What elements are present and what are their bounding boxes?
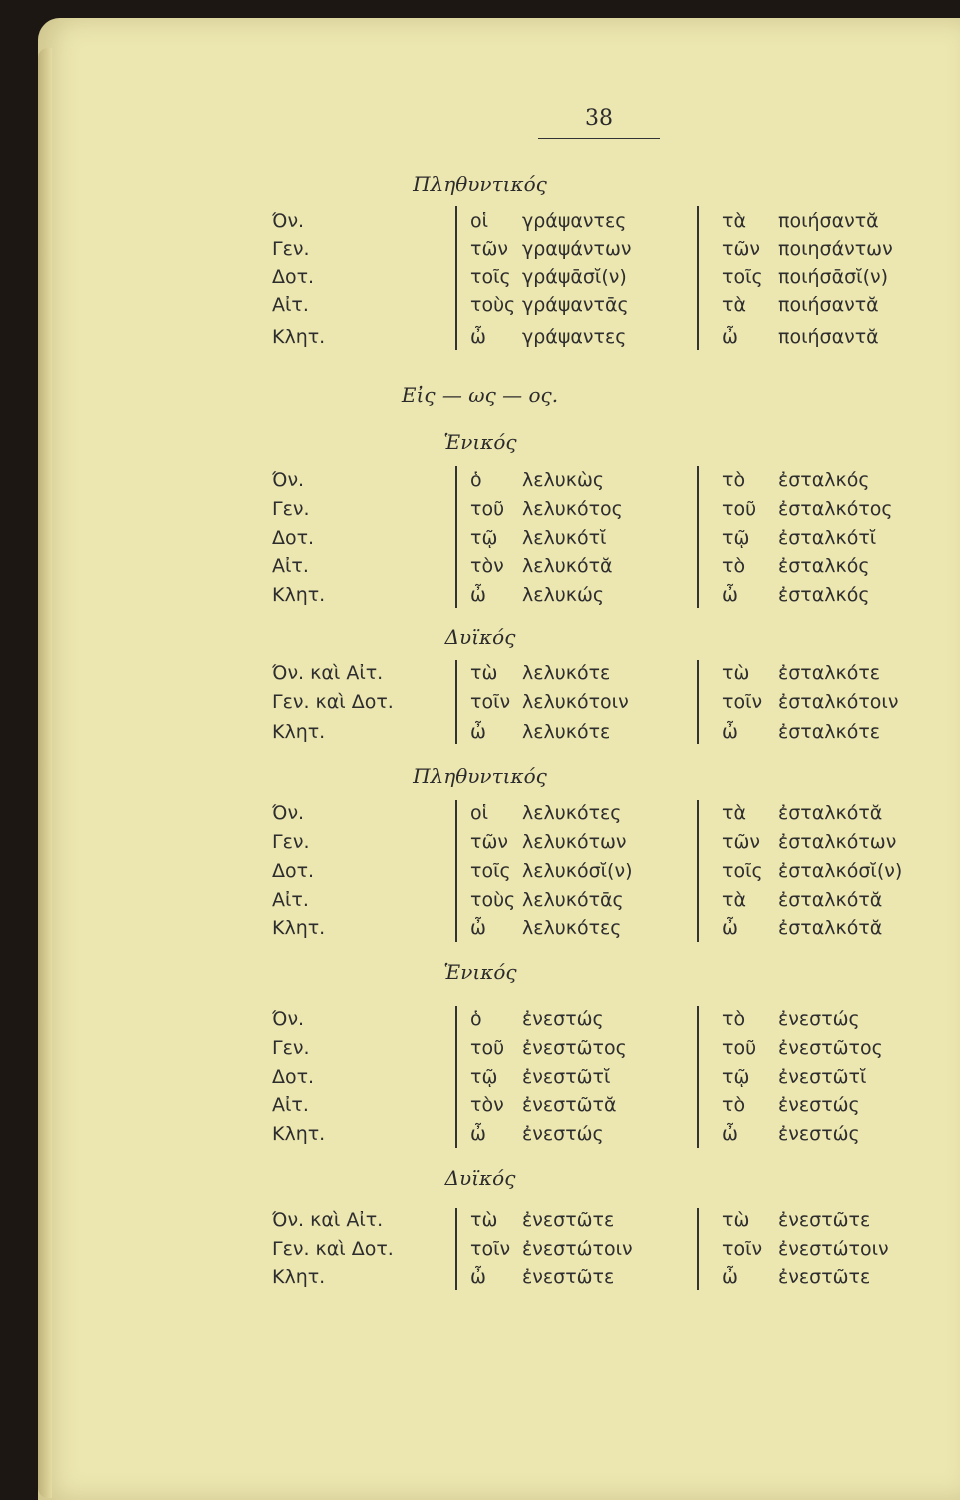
section-heading: Πληθυντικός <box>413 172 547 196</box>
case-label: Όν. <box>272 469 305 491</box>
form-masc: λελυκότες <box>522 917 622 939</box>
article-neut: ὦ <box>722 917 738 939</box>
article-masc: τὼ <box>470 662 498 684</box>
article-masc: τὸν <box>470 555 504 577</box>
case-label: Κλητ. <box>272 1123 326 1145</box>
form-neut: ἐνεστώς <box>778 1094 860 1116</box>
section-heading: Εἰς — ως — ος. <box>401 383 559 407</box>
article-masc: ὦ <box>470 1266 486 1288</box>
form-neut: ἐσταλκότε <box>778 721 881 743</box>
form-masc: λελυκότες <box>522 802 622 824</box>
form-masc: λελυκώς <box>522 584 605 606</box>
article-neut: τοῖν <box>722 1238 763 1260</box>
article-neut: ὦ <box>722 1123 738 1145</box>
article-masc: τοῦ <box>470 1037 505 1059</box>
form-neut: ἐνεστώς <box>778 1008 860 1030</box>
section-heading: Ἑνικός <box>443 960 517 984</box>
article-masc: ὁ <box>470 469 482 491</box>
form-neut: ἐνεστώς <box>778 1123 860 1145</box>
form-neut: ἐσταλκός <box>778 469 870 491</box>
page-number-rule <box>538 138 660 139</box>
article-neut: τὰ <box>722 802 746 824</box>
column-divider <box>697 206 699 350</box>
case-label: Αἰτ. <box>272 1094 309 1116</box>
article-masc: ὦ <box>470 326 486 348</box>
column-divider <box>697 1208 699 1290</box>
form-neut: ἐνεστῶτε <box>778 1266 871 1288</box>
form-masc: ἐνεστώτοιν <box>522 1238 633 1260</box>
section-subheading: Ἑνικός <box>443 430 517 454</box>
case-label: Γεν. <box>272 498 310 520</box>
form-neut: ἐνεστῶτῐ <box>778 1066 867 1088</box>
article-neut: τὸ <box>722 1094 746 1116</box>
form-masc: γράψᾱσῐ(ν) <box>522 266 627 288</box>
article-masc: οἱ <box>470 802 489 824</box>
case-label: Κλητ. <box>272 917 326 939</box>
form-masc: ἐνεστώς <box>522 1008 604 1030</box>
article-masc: ὁ <box>470 1008 482 1030</box>
case-label: Δοτ. <box>272 860 315 882</box>
form-neut: ἐσταλκός <box>778 584 870 606</box>
case-label: Όν. καὶ Αἰτ. <box>272 662 384 684</box>
column-divider <box>697 800 699 942</box>
article-masc: τῶν <box>470 238 508 260</box>
case-label: Αἰτ. <box>272 555 309 577</box>
article-neut: τοῖν <box>722 691 763 713</box>
form-neut: ἐσταλκότᾰ <box>778 889 883 911</box>
case-label: Δοτ. <box>272 527 315 549</box>
article-neut: τοῦ <box>722 1037 757 1059</box>
form-neut: ἐνεστῶτος <box>778 1037 883 1059</box>
form-masc: λελυκότᾰ <box>522 555 613 577</box>
form-masc: λελυκότοιν <box>522 691 629 713</box>
case-label: Όν. καὶ Αἰτ. <box>272 1209 384 1231</box>
page-number: 38 <box>585 106 613 131</box>
case-label: Κλητ. <box>272 1266 326 1288</box>
form-neut: ἐσταλκότᾰ <box>778 802 883 824</box>
form-masc: λελυκὼς <box>522 469 605 491</box>
article-masc: ὦ <box>470 917 486 939</box>
form-masc: λελυκότῐ <box>522 527 607 549</box>
form-neut: ἐσταλκότε <box>778 662 881 684</box>
article-neut: τὼ <box>722 1209 750 1231</box>
case-label: Γεν. καὶ Δοτ. <box>272 1238 394 1260</box>
article-neut: τῶν <box>722 238 760 260</box>
article-neut: τὼ <box>722 662 750 684</box>
form-masc: ἐνεστῶτῐ <box>522 1066 611 1088</box>
article-neut: τῷ <box>722 527 750 549</box>
form-neut: ἐσταλκότων <box>778 831 897 853</box>
form-neut: ποιήσαντᾰ <box>778 326 879 348</box>
article-neut: ὦ <box>722 584 738 606</box>
form-masc: γραψάντων <box>522 238 632 260</box>
case-label: Γεν. <box>272 831 310 853</box>
article-masc: τοῖν <box>470 691 511 713</box>
column-divider <box>455 800 457 942</box>
case-label: Όν. <box>272 210 305 232</box>
case-label: Κλητ. <box>272 721 326 743</box>
column-divider <box>455 206 457 350</box>
article-neut: τοῖς <box>722 266 763 288</box>
case-label: Γεν. καὶ Δοτ. <box>272 691 394 713</box>
form-masc: γράψαντες <box>522 210 627 232</box>
article-neut: τὰ <box>722 210 746 232</box>
section-heading: Δυϊκός <box>444 625 516 649</box>
article-neut: ὦ <box>722 721 738 743</box>
form-neut: ἐσταλκότοιν <box>778 691 899 713</box>
article-masc: ὦ <box>470 721 486 743</box>
form-masc: λελυκότε <box>522 721 611 743</box>
form-neut: ποιησάντων <box>778 238 893 260</box>
article-masc: οἱ <box>470 210 489 232</box>
article-masc: τοὺς <box>470 889 516 911</box>
article-masc: τοῦ <box>470 498 505 520</box>
column-divider <box>455 466 457 608</box>
case-label: Αἰτ. <box>272 889 309 911</box>
case-label: Κλητ. <box>272 584 326 606</box>
form-masc: λελυκότων <box>522 831 627 853</box>
form-masc: ἐνεστῶτος <box>522 1037 627 1059</box>
column-divider <box>697 466 699 608</box>
column-divider <box>455 1208 457 1290</box>
article-neut: ὦ <box>722 1266 738 1288</box>
form-masc: ἐνεστῶτε <box>522 1266 615 1288</box>
article-masc: τῷ <box>470 1066 498 1088</box>
article-neut: τῶν <box>722 831 760 853</box>
form-neut: ἐσταλκότῐ <box>778 527 877 549</box>
case-label: Δοτ. <box>272 1066 315 1088</box>
article-masc: τοῖς <box>470 266 511 288</box>
form-masc: ἐνεστώς <box>522 1123 604 1145</box>
article-neut: τὸ <box>722 1008 746 1030</box>
form-masc: ἐνεστῶτᾰ <box>522 1094 617 1116</box>
column-divider <box>455 660 457 744</box>
form-masc: λελυκόσῐ(ν) <box>522 860 633 882</box>
article-neut: τοῖς <box>722 860 763 882</box>
case-label: Αἰτ. <box>272 294 309 316</box>
article-masc: τὼ <box>470 1209 498 1231</box>
form-masc: λελυκότᾱς <box>522 889 624 911</box>
form-neut: ποιήσαντᾰ <box>778 210 879 232</box>
article-masc: τῶν <box>470 831 508 853</box>
case-label: Δοτ. <box>272 266 315 288</box>
form-masc: λελυκότος <box>522 498 623 520</box>
form-neut: ἐσταλκός <box>778 555 870 577</box>
column-divider <box>697 660 699 744</box>
article-neut: τοῦ <box>722 498 757 520</box>
form-masc: γράψαντᾱς <box>522 294 629 316</box>
form-neut: ποιήσαντᾰ <box>778 294 879 316</box>
article-neut: τὸ <box>722 469 746 491</box>
section-heading: Δυϊκός <box>444 1166 516 1190</box>
article-masc: τοῖς <box>470 860 511 882</box>
case-label: Κλητ. <box>272 326 326 348</box>
article-masc: τῷ <box>470 527 498 549</box>
section-heading: Πληθυντικός <box>413 764 547 788</box>
case-label: Γεν. <box>272 1037 310 1059</box>
article-masc: ὦ <box>470 584 486 606</box>
article-masc: ὦ <box>470 1123 486 1145</box>
article-neut: τὰ <box>722 889 746 911</box>
case-label: Όν. <box>272 802 305 824</box>
form-neut: ἐνεστώτοιν <box>778 1238 889 1260</box>
form-neut: ἐσταλκότᾰ <box>778 917 883 939</box>
article-masc: τοὺς <box>470 294 516 316</box>
article-neut: τὰ <box>722 294 746 316</box>
article-masc: τὸν <box>470 1094 504 1116</box>
case-label: Όν. <box>272 1008 305 1030</box>
form-neut: ἐσταλκόσῐ(ν) <box>778 860 903 882</box>
article-neut: τῷ <box>722 1066 750 1088</box>
column-divider <box>697 1006 699 1148</box>
form-masc: λελυκότε <box>522 662 611 684</box>
form-masc: ἐνεστῶτε <box>522 1209 615 1231</box>
article-neut: τὸ <box>722 555 746 577</box>
form-neut: ἐσταλκότος <box>778 498 893 520</box>
form-neut: ποιήσᾱσῐ(ν) <box>778 266 889 288</box>
article-neut: ὦ <box>722 326 738 348</box>
article-masc: τοῖν <box>470 1238 511 1260</box>
case-label: Γεν. <box>272 238 310 260</box>
column-divider <box>455 1006 457 1148</box>
form-neut: ἐνεστῶτε <box>778 1209 871 1231</box>
form-masc: γράψαντες <box>522 326 627 348</box>
